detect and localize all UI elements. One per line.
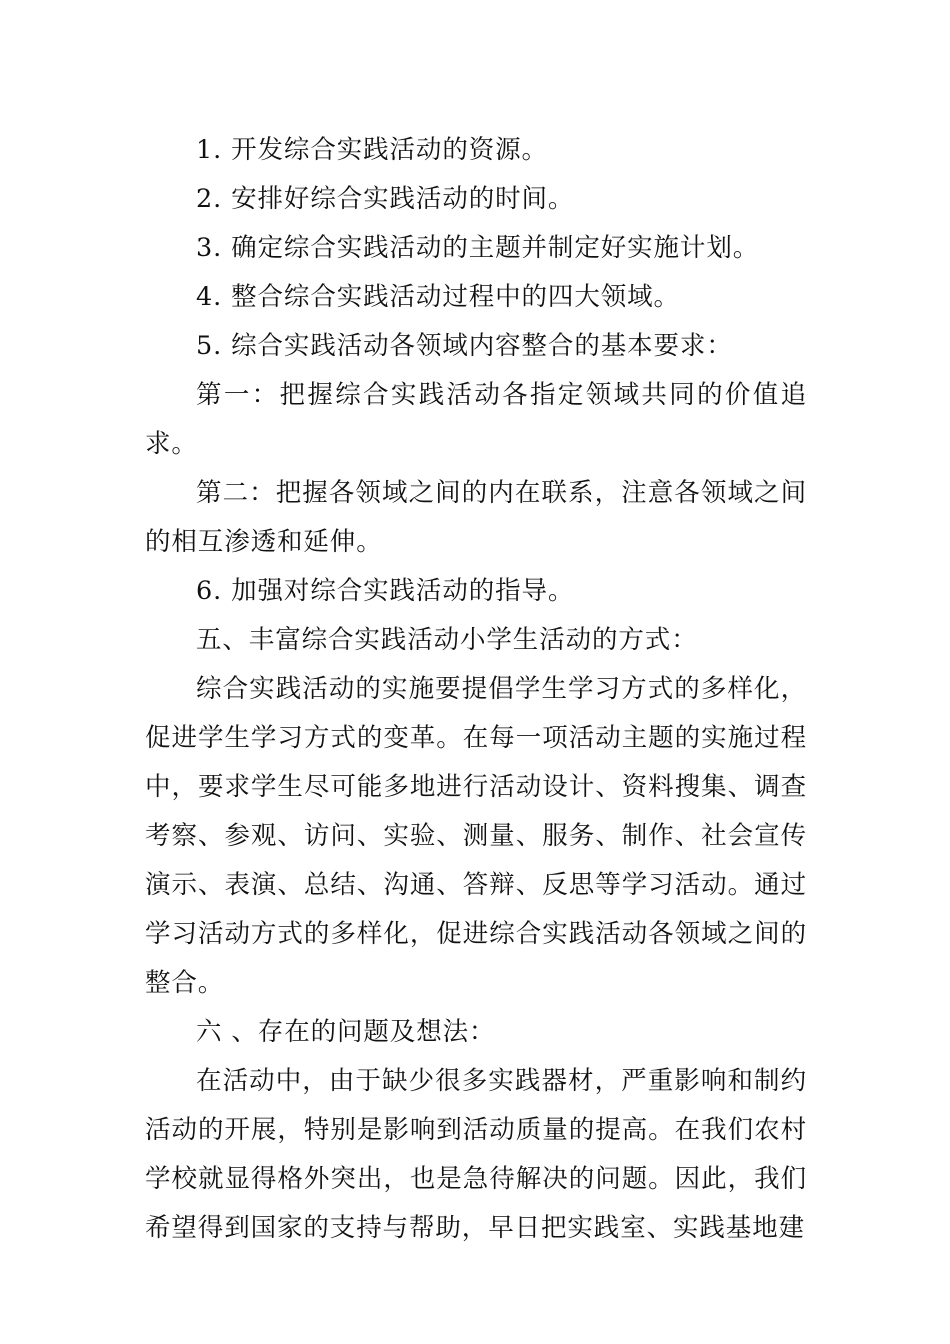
paragraph-item-5: 5. 综合实践活动各领域内容整合的基本要求： — [196, 331, 733, 361]
paragraph-problems: 在活动中，由于缺少很多实践器材，严重影响和制约活动的开展，特别是影响到活动质量的提高。在我们农村学校就显得格外突出，也是急待解决的问题。因此，我们希望得到国家的支持与帮助，早日把实践室、实践基地建 — [145, 1066, 807, 1243]
document-body — [145, 126, 807, 1253]
paragraph-item-2: 2. 安排好综合实践活动的时间。 — [196, 184, 575, 214]
paragraph-item-3: 3. 确定综合实践活动的主题并制定好实施计划。 — [196, 233, 760, 263]
paragraph-item-1: 1. 开发综合实践活动的资源。 — [196, 135, 548, 165]
paragraph-first-point: 第一：把握综合实践活动各指定领域共同的价值追求。 — [145, 380, 807, 459]
section-heading-five: 五、丰富综合实践活动小学生活动的方式： — [196, 625, 698, 655]
paragraph-activity-methods: 综合实践活动的实施要提倡学生学习方式的多样化，促进学生学习方式的变革。在每一项活动主题的实施过程中，要求学生尽可能多地进行活动设计、资料搜集、调查考察、参观、访问、实验、测量、服务、制作、社会宣传演示、表演、总结、沟通、答辩、反思等学习活动。通过学习活动方式的多样化，促进综合实践活动各领域之间的整合。 — [145, 674, 807, 998]
paragraph-second-point: 第二：把握各领域之间的内在联系，注意各领域之间的相互渗透和延伸。 — [145, 478, 807, 557]
section-heading-six: 六 、存在的问题及想法： — [196, 1017, 496, 1047]
paragraph-item-6: 6. 加强对综合实践活动的指导。 — [196, 576, 575, 606]
paragraph-item-4: 4. 整合综合实践活动过程中的四大领域。 — [196, 282, 680, 312]
